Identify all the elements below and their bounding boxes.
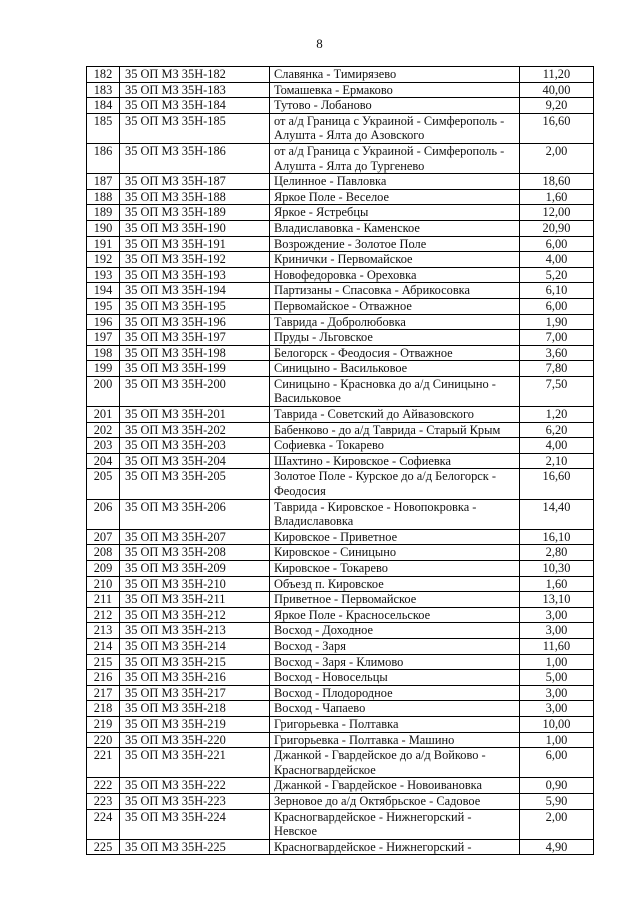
road-name-cell: Яркое Поле - Веселое <box>270 189 520 205</box>
row-number-cell: 195 <box>87 298 120 314</box>
table-row <box>87 283 594 299</box>
table-row <box>87 453 594 469</box>
road-code-cell: 35 ОП МЗ 35Н-198 <box>120 345 270 361</box>
road-length-cell: 18,60 <box>520 174 594 190</box>
road-length-cell: 40,00 <box>520 82 594 98</box>
road-length-cell: 7,50 <box>520 376 594 406</box>
road-length-cell: 1,00 <box>520 654 594 670</box>
table-row <box>87 82 594 98</box>
road-code-cell: 35 ОП МЗ 35Н-209 <box>120 561 270 577</box>
road-code-cell: 35 ОП МЗ 35Н-222 <box>120 778 270 794</box>
road-name-cell: Григорьевка - Полтавка <box>270 716 520 732</box>
road-length-cell: 1,20 <box>520 407 594 423</box>
road-code-cell: 35 ОП МЗ 35Н-186 <box>120 143 270 173</box>
road-length-cell: 0,90 <box>520 778 594 794</box>
road-length-cell: 16,60 <box>520 113 594 143</box>
road-name-cell: Джанкой - Гвардейское - Новоивановка <box>270 778 520 794</box>
road-code-cell: 35 ОП МЗ 35Н-215 <box>120 654 270 670</box>
road-code-cell: 35 ОП МЗ 35Н-221 <box>120 748 270 778</box>
table-row <box>87 298 594 314</box>
table-row <box>87 732 594 748</box>
road-name-cell: Шахтино - Кировское - Софиевка <box>270 453 520 469</box>
road-code-cell: 35 ОП МЗ 35Н-214 <box>120 638 270 654</box>
table-row <box>87 576 594 592</box>
roads-table <box>86 66 594 855</box>
road-name-cell: Белогорск - Феодосия - Отважное <box>270 345 520 361</box>
table-row <box>87 314 594 330</box>
road-length-cell: 1,00 <box>520 732 594 748</box>
road-code-cell: 35 ОП МЗ 35Н-184 <box>120 98 270 114</box>
table-row <box>87 670 594 686</box>
road-code-cell: 35 ОП МЗ 35Н-187 <box>120 174 270 190</box>
table-row <box>87 809 594 839</box>
road-name-cell: Таврида - Советский до Айвазовского <box>270 407 520 423</box>
table-row <box>87 839 594 855</box>
row-number-cell: 186 <box>87 143 120 173</box>
row-number-cell: 215 <box>87 654 120 670</box>
row-number-cell: 223 <box>87 793 120 809</box>
row-number-cell: 218 <box>87 701 120 717</box>
row-number-cell: 185 <box>87 113 120 143</box>
road-name-cell: Тутово - Лобаново <box>270 98 520 114</box>
road-length-cell: 3,00 <box>520 607 594 623</box>
table-row <box>87 623 594 639</box>
road-length-cell: 6,10 <box>520 283 594 299</box>
road-name-cell: Восход - Плодородное <box>270 685 520 701</box>
road-code-cell: 35 ОП МЗ 35Н-205 <box>120 469 270 499</box>
road-length-cell: 5,00 <box>520 670 594 686</box>
road-name-cell: Софиевка - Токарево <box>270 438 520 454</box>
road-code-cell: 35 ОП МЗ 35Н-210 <box>120 576 270 592</box>
road-length-cell: 10,00 <box>520 716 594 732</box>
road-name-cell: Синицыно - Васильковое <box>270 361 520 377</box>
table-row <box>87 561 594 577</box>
road-code-cell: 35 ОП МЗ 35Н-219 <box>120 716 270 732</box>
road-name-cell: Кринички - Первомайское <box>270 252 520 268</box>
row-number-cell: 221 <box>87 748 120 778</box>
row-number-cell: 187 <box>87 174 120 190</box>
road-name-cell: Зерновое до а/д Октябрьское - Садовое <box>270 793 520 809</box>
table-row <box>87 422 594 438</box>
road-name-cell: Целинное - Павловка <box>270 174 520 190</box>
road-length-cell: 16,10 <box>520 529 594 545</box>
row-number-cell: 182 <box>87 67 120 83</box>
road-code-cell: 35 ОП МЗ 35Н-203 <box>120 438 270 454</box>
row-number-cell: 207 <box>87 529 120 545</box>
row-number-cell: 194 <box>87 283 120 299</box>
row-number-cell: 224 <box>87 809 120 839</box>
road-length-cell: 6,00 <box>520 748 594 778</box>
road-length-cell: 13,10 <box>520 592 594 608</box>
road-code-cell: 35 ОП МЗ 35Н-182 <box>120 67 270 83</box>
row-number-cell: 210 <box>87 576 120 592</box>
table-row <box>87 174 594 190</box>
road-length-cell: 11,60 <box>520 638 594 654</box>
road-code-cell: 35 ОП МЗ 35Н-200 <box>120 376 270 406</box>
road-code-cell: 35 ОП МЗ 35Н-190 <box>120 220 270 236</box>
row-number-cell: 200 <box>87 376 120 406</box>
row-number-cell: 184 <box>87 98 120 114</box>
road-code-cell: 35 ОП МЗ 35Н-216 <box>120 670 270 686</box>
table-row <box>87 361 594 377</box>
road-code-cell: 35 ОП МЗ 35Н-224 <box>120 809 270 839</box>
table-row <box>87 748 594 778</box>
row-number-cell: 196 <box>87 314 120 330</box>
table-row <box>87 607 594 623</box>
road-code-cell: 35 ОП МЗ 35Н-220 <box>120 732 270 748</box>
road-code-cell: 35 ОП МЗ 35Н-212 <box>120 607 270 623</box>
row-number-cell: 193 <box>87 267 120 283</box>
row-number-cell: 197 <box>87 330 120 346</box>
road-name-cell: Григорьевка - Полтавка - Машино <box>270 732 520 748</box>
table-row <box>87 778 594 794</box>
table-row <box>87 545 594 561</box>
road-name-cell: от а/д Граница с Украиной - Симферополь - Алушта - Ялта до Тургенево <box>270 143 520 173</box>
road-length-cell: 1,60 <box>520 189 594 205</box>
road-name-cell: Восход - Заря <box>270 638 520 654</box>
table-row <box>87 701 594 717</box>
table-row <box>87 376 594 406</box>
road-name-cell: Кировское - Синицыно <box>270 545 520 561</box>
road-name-cell: Приветное - Первомайское <box>270 592 520 608</box>
table-row <box>87 654 594 670</box>
road-length-cell: 12,00 <box>520 205 594 221</box>
row-number-cell: 209 <box>87 561 120 577</box>
road-code-cell: 35 ОП МЗ 35Н-196 <box>120 314 270 330</box>
road-code-cell: 35 ОП МЗ 35Н-191 <box>120 236 270 252</box>
road-code-cell: 35 ОП МЗ 35Н-201 <box>120 407 270 423</box>
road-name-cell: Восход - Чапаево <box>270 701 520 717</box>
road-length-cell: 1,90 <box>520 314 594 330</box>
road-code-cell: 35 ОП МЗ 35Н-206 <box>120 499 270 529</box>
road-length-cell: 3,60 <box>520 345 594 361</box>
road-name-cell: Джанкой - Гвардейское до а/д Войково - Красногвардейское <box>270 748 520 778</box>
road-code-cell: 35 ОП МЗ 35Н-189 <box>120 205 270 221</box>
road-code-cell: 35 ОП МЗ 35Н-194 <box>120 283 270 299</box>
road-name-cell: Возрождение - Золотое Поле <box>270 236 520 252</box>
table-row <box>87 469 594 499</box>
road-name-cell: Восход - Заря - Климово <box>270 654 520 670</box>
row-number-cell: 202 <box>87 422 120 438</box>
road-length-cell: 10,30 <box>520 561 594 577</box>
table-row <box>87 685 594 701</box>
row-number-cell: 208 <box>87 545 120 561</box>
table-row <box>87 438 594 454</box>
road-name-cell: Таврида - Добролюбовка <box>270 314 520 330</box>
road-length-cell: 4,00 <box>520 252 594 268</box>
row-number-cell: 189 <box>87 205 120 221</box>
road-name-cell: от а/д Граница с Украиной - Симферополь - Алушта - Ялта до Азовского <box>270 113 520 143</box>
row-number-cell: 222 <box>87 778 120 794</box>
road-length-cell: 7,00 <box>520 330 594 346</box>
table-row <box>87 252 594 268</box>
row-number-cell: 205 <box>87 469 120 499</box>
table-row <box>87 793 594 809</box>
road-length-cell: 6,00 <box>520 298 594 314</box>
table-row <box>87 113 594 143</box>
table-row <box>87 529 594 545</box>
road-code-cell: 35 ОП МЗ 35Н-197 <box>120 330 270 346</box>
road-code-cell: 35 ОП МЗ 35Н-211 <box>120 592 270 608</box>
road-name-cell: Славянка - Тимирязево <box>270 67 520 83</box>
road-code-cell: 35 ОП МЗ 35Н-225 <box>120 839 270 855</box>
road-code-cell: 35 ОП МЗ 35Н-188 <box>120 189 270 205</box>
road-length-cell: 11,20 <box>520 67 594 83</box>
row-number-cell: 201 <box>87 407 120 423</box>
road-code-cell: 35 ОП МЗ 35Н-195 <box>120 298 270 314</box>
table-row <box>87 220 594 236</box>
road-name-cell: Новофедоровка - Ореховка <box>270 267 520 283</box>
road-length-cell: 2,00 <box>520 143 594 173</box>
row-number-cell: 192 <box>87 252 120 268</box>
road-name-cell: Синицыно - Красновка до а/д Синицыно - Васильковое <box>270 376 520 406</box>
road-code-cell: 35 ОП МЗ 35Н-223 <box>120 793 270 809</box>
row-number-cell: 183 <box>87 82 120 98</box>
road-name-cell: Красногвардейское - Нижнегорский - Невское <box>270 809 520 839</box>
row-number-cell: 204 <box>87 453 120 469</box>
road-length-cell: 2,10 <box>520 453 594 469</box>
row-number-cell: 203 <box>87 438 120 454</box>
table-row <box>87 638 594 654</box>
road-length-cell: 2,00 <box>520 809 594 839</box>
road-code-cell: 35 ОП МЗ 35Н-183 <box>120 82 270 98</box>
table-row <box>87 330 594 346</box>
road-name-cell: Томашевка - Ермаково <box>270 82 520 98</box>
road-name-cell: Объезд п. Кировское <box>270 576 520 592</box>
row-number-cell: 206 <box>87 499 120 529</box>
road-code-cell: 35 ОП МЗ 35Н-193 <box>120 267 270 283</box>
roads-table-body <box>87 67 594 855</box>
table-row <box>87 236 594 252</box>
road-name-cell: Кировское - Приветное <box>270 529 520 545</box>
road-length-cell: 20,90 <box>520 220 594 236</box>
road-length-cell: 6,20 <box>520 422 594 438</box>
table-row <box>87 98 594 114</box>
road-length-cell: 2,80 <box>520 545 594 561</box>
row-number-cell: 212 <box>87 607 120 623</box>
road-code-cell: 35 ОП МЗ 35Н-192 <box>120 252 270 268</box>
road-length-cell: 6,00 <box>520 236 594 252</box>
road-code-cell: 35 ОП МЗ 35Н-202 <box>120 422 270 438</box>
road-code-cell: 35 ОП МЗ 35Н-207 <box>120 529 270 545</box>
row-number-cell: 217 <box>87 685 120 701</box>
road-name-cell: Яркое - Ястребцы <box>270 205 520 221</box>
table-row <box>87 205 594 221</box>
road-name-cell: Партизаны - Спасовка - Абрикосовка <box>270 283 520 299</box>
row-number-cell: 216 <box>87 670 120 686</box>
table-row <box>87 499 594 529</box>
road-code-cell: 35 ОП МЗ 35Н-218 <box>120 701 270 717</box>
row-number-cell: 214 <box>87 638 120 654</box>
road-code-cell: 35 ОП МЗ 35Н-185 <box>120 113 270 143</box>
road-name-cell: Владиславовка - Каменское <box>270 220 520 236</box>
road-name-cell: Восход - Новосельцы <box>270 670 520 686</box>
table-row <box>87 267 594 283</box>
road-length-cell: 3,00 <box>520 701 594 717</box>
road-name-cell: Восход - Доходное <box>270 623 520 639</box>
road-code-cell: 35 ОП МЗ 35Н-204 <box>120 453 270 469</box>
row-number-cell: 191 <box>87 236 120 252</box>
table-row <box>87 67 594 83</box>
row-number-cell: 211 <box>87 592 120 608</box>
row-number-cell: 190 <box>87 220 120 236</box>
road-name-cell: Красногвардейское - Нижнегорский - <box>270 839 520 855</box>
row-number-cell: 225 <box>87 839 120 855</box>
road-length-cell: 3,00 <box>520 623 594 639</box>
road-name-cell: Первомайское - Отважное <box>270 298 520 314</box>
row-number-cell: 198 <box>87 345 120 361</box>
road-length-cell: 16,60 <box>520 469 594 499</box>
road-name-cell: Золотое Поле - Курское до а/д Белогорск - Феодосия <box>270 469 520 499</box>
row-number-cell: 199 <box>87 361 120 377</box>
table-row <box>87 716 594 732</box>
road-code-cell: 35 ОП МЗ 35Н-208 <box>120 545 270 561</box>
road-name-cell: Кировское - Токарево <box>270 561 520 577</box>
road-length-cell: 14,40 <box>520 499 594 529</box>
table-row <box>87 143 594 173</box>
table-row <box>87 407 594 423</box>
table-row <box>87 592 594 608</box>
table-row <box>87 345 594 361</box>
road-length-cell: 3,00 <box>520 685 594 701</box>
road-code-cell: 35 ОП МЗ 35Н-217 <box>120 685 270 701</box>
road-length-cell: 4,00 <box>520 438 594 454</box>
road-length-cell: 4,90 <box>520 839 594 855</box>
page-number: 8 <box>316 36 323 51</box>
road-length-cell: 1,60 <box>520 576 594 592</box>
road-length-cell: 9,20 <box>520 98 594 114</box>
table-row <box>87 189 594 205</box>
row-number-cell: 219 <box>87 716 120 732</box>
road-length-cell: 5,20 <box>520 267 594 283</box>
road-name-cell: Пруды - Льговское <box>270 330 520 346</box>
road-name-cell: Таврида - Кировское - Новопокровка - Владиславовка <box>270 499 520 529</box>
row-number-cell: 220 <box>87 732 120 748</box>
road-length-cell: 5,90 <box>520 793 594 809</box>
road-length-cell: 7,80 <box>520 361 594 377</box>
road-code-cell: 35 ОП МЗ 35Н-199 <box>120 361 270 377</box>
row-number-cell: 213 <box>87 623 120 639</box>
road-name-cell: Яркое Поле - Красносельское <box>270 607 520 623</box>
road-name-cell: Бабенково - до а/д Таврида - Старый Крым <box>270 422 520 438</box>
road-code-cell: 35 ОП МЗ 35Н-213 <box>120 623 270 639</box>
row-number-cell: 188 <box>87 189 120 205</box>
